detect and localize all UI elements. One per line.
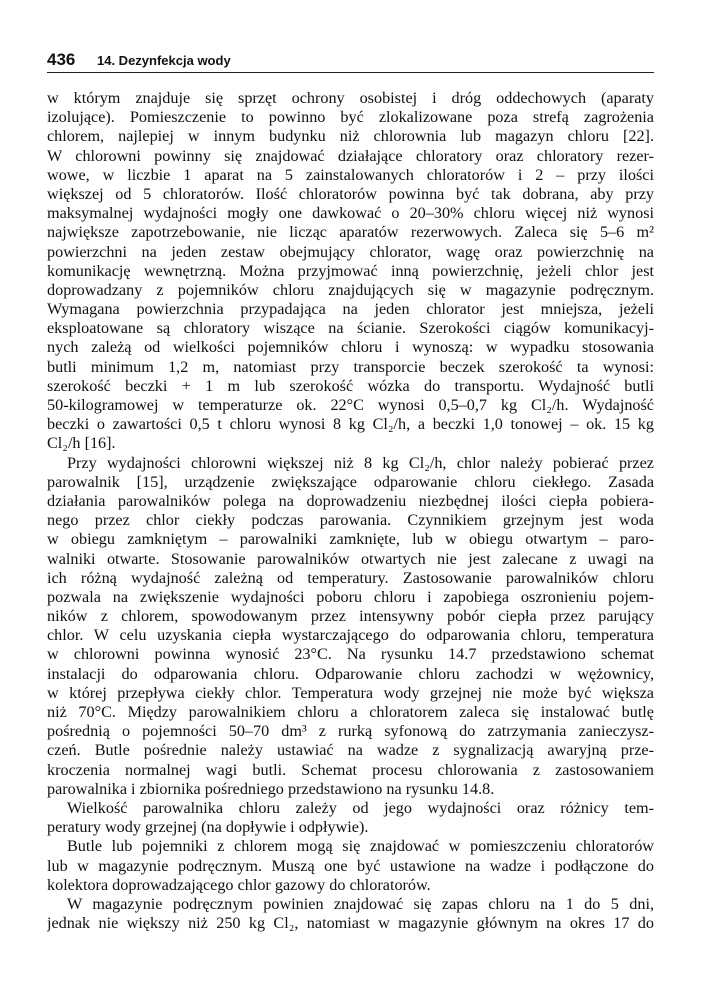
text-line: Przy wydajności chlorowni większej niż 8 kg Cl₂/h, chlor należy pobierać przez [67, 453, 654, 472]
text-line: chlor. W celu uzyskania ciepła wystarczającego do odparowania chloru, temperatura [47, 626, 654, 645]
text-line: największe zapotrzebowanie, nie licząc aparatów rezerwowych. Zaleca się 5–6 m² [47, 223, 654, 242]
text-line: nego przez chlor ciekły podczas parowania. Czynnikiem grzejnym jest woda [47, 511, 654, 530]
text-line: większej od 5 chloratorów. Ilość chloratorów powinna być tak dobrana, aby przy [47, 184, 654, 203]
paragraph [47, 837, 654, 895]
text-line: w obiegu zamkniętym – parowalniki zamknięte, lub w obiegu otwartym – paro- [47, 530, 654, 549]
text-line: lub w magazynie podręcznym. Muszą one być ustawione na wadze i podłączone do [47, 856, 654, 875]
text-line: wowe, w liczbie 1 aparat na 5 zainstalowanych chloratorów i 2 – przy ilości [47, 165, 654, 184]
running-header [47, 50, 654, 73]
text-line: instalacji do odparowania chloru. Odparowanie chloru zachodzi w wężownicy, [47, 664, 654, 683]
text-line: jednak nie większy niż 250 kg Cl₂, natomiast w magazynie głównym na okres 17 do [47, 914, 654, 933]
text-line: W magazynie podręcznym powinien znajdować się zapas chloru na 1 do 5 dni, [67, 894, 654, 913]
text-line: kroczenia normalnej wagi butli. Schemat procesu chlorowania z zastosowaniem [47, 760, 654, 779]
text-line: komunikację wewnętrzną. Można przyjmować inną powierzchnię, jeżeli chlor jest [47, 261, 654, 280]
text-line: peratury wody grzejnej (na dopływie i odpływie). [47, 818, 369, 837]
text-line: Wielkość parowalnika chloru zależy od jego wydajności oraz różnicy tem- [67, 798, 654, 817]
paragraph [47, 454, 654, 799]
text-line: doprowadzany z pojemników chloru znajdujących się w magazynie podręcznym. [47, 280, 654, 299]
paragraph [47, 799, 654, 837]
text-line: Butle lub pojemniki z chlorem mogą się znajdować w pomieszczeniu chloratorów [67, 837, 654, 856]
text-line: chlorem, najlepiej w innym budynku niż chlorownia lub magazyn chloru [22]. [47, 127, 654, 146]
text-line: pozwala na zwiększenie wydajności poboru chloru i zapobiega oszronieniu pojem- [47, 587, 654, 606]
text-line: czeń. Butle pośrednie należy ustawiać na wadze z sygnalizacją awaryjną prze- [47, 741, 654, 760]
text-line: szerokość beczki + 1 m lub szerokość wózka do transportu. Wydajność butli [47, 376, 654, 395]
text-line: w chlorowni powinna wynosić 23°C. Na rysunku 14.7 przedstawiono schemat [47, 645, 654, 664]
paragraph [47, 89, 654, 454]
text-line: parowalnika i zbiornika pośredniego przedstawiono na rysunku 14.8. [47, 779, 495, 798]
text-line: ich różną wydajność zależną od temperatury. Zastosowanie parowalników chloru [47, 568, 654, 587]
text-line: pośrednią o pojemności 50–70 dm³ z rurką syfonową do zatrzymania zanieczysz- [47, 722, 654, 741]
chapter-title: 14. Dezynfekcja wody [97, 53, 231, 68]
text-line: W chlorowni powinny się znajdować działające chloratory oraz chloratory rezer- [47, 146, 654, 165]
text-line: 50-kilogramowej w temperaturze ok. 22°C wynosi 0,5–0,7 kg Cl₂/h. Wydajność [47, 396, 654, 414]
text-line: działania parowalników polega na doprowadzeniu niezbędnej ilości ciepła pobiera- [47, 491, 654, 510]
text-line: nych zależą od wielkości pojemników chloru i wynoszą: w wypadku stosowania [47, 338, 654, 357]
text-line: izolujące). Pomieszczenie to powinno być zlokalizowane poza strefą zagrożenia [47, 108, 654, 127]
text-line: eksploatowane są chloratory wiszące na ścianie. Szerokości ciągów komunikacyj- [47, 319, 654, 338]
text-line: butli minimum 1,2 m, natomiast przy transporcie beczek szerokość ta wynosi: [47, 357, 654, 376]
text-line: maksymalnej wydajności mogły one dawkować o 20–30% chloru więcej niż wynosi [47, 204, 654, 223]
text-line: niż 70°C. Między parowalnikiem chloru a chloratorem zaleca się instalować butlę [47, 703, 654, 721]
text-line: powierzchni na jeden zestaw obejmujący chlorator, wagę oraz powierzchnię na [47, 242, 654, 261]
text-line: kolektora doprowadzającego chlor gazowy do chloratorów. [47, 875, 431, 894]
text-line: parowalnik [15], urządzenie zwiększające odparowanie chloru ciekłego. Zasada [47, 472, 654, 491]
text-line: w którym znajduje się sprzęt ochrony osobistej i dróg oddechowych (aparaty [47, 89, 654, 107]
text-line: w której przepływa ciekły chlor. Temperatura wody grzejnej nie może być większa [47, 683, 654, 702]
paragraph [47, 895, 654, 933]
text-line: ników z chlorem, spowodowanym przez intensywny pobór ciepła przez parujący [47, 607, 654, 626]
page-number: 436 [47, 50, 76, 69]
text-line: walniki otwarte. Stosowanie parowalników otwartych nie jest zalecane z uwagi na [47, 549, 654, 568]
text-line: Cl₂/h [16]. [47, 434, 116, 453]
text-line: beczki o zawartości 0,5 t chloru wynosi 8 kg Cl₂/h, a beczki 1,0 tonowej – ok. 15 kg [47, 415, 654, 434]
text-line: Wymagana powierzchnia przypadająca na jeden chlorator jest mniejsza, jeżeli [47, 300, 654, 319]
page-body [47, 89, 654, 933]
